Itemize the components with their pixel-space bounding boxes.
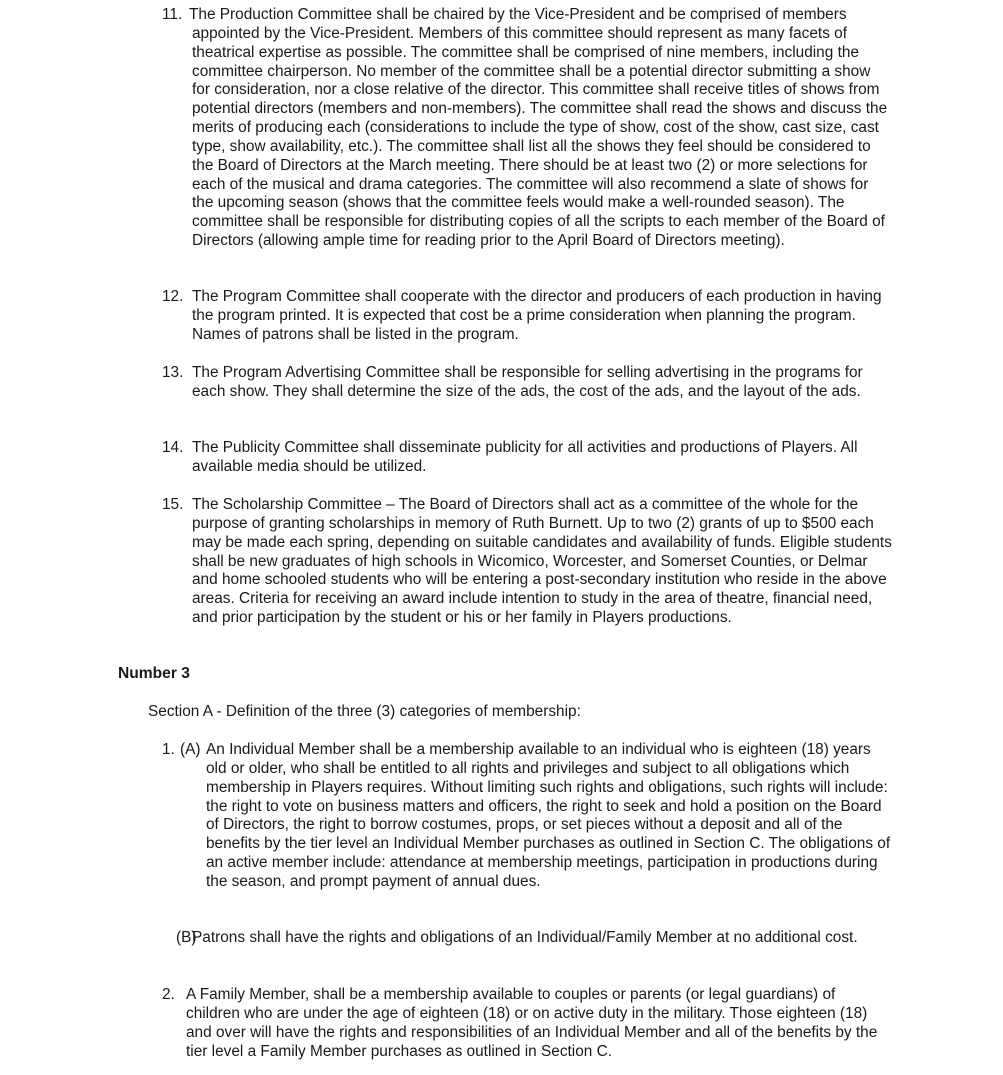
item-text: The Scholarship Committee – The Board of Directors shall act as a committee of the whole for the purpose of granting scholarships in memory of Ruth Burnett. Up to two (2) grants of up to $500 each may be made each spring, depending on suitable candidates and availability of funds. Eligible students shall be new graduates of high schools in Wicomico, Worcester, and Somerset Counties, or Delmar and home schooled students who will be entering a post-secondary institution who reside in the above areas. Criteria for receiving an award include intention to study in the area of theatre, financial need, and prior participation by the student or his or her family in Players productions. — [192, 496, 892, 627]
membership-item-1 — [162, 741, 892, 892]
section-a-title: Section A - Definition of the three (3) categories of membership: — [148, 703, 581, 720]
list-item-13 — [162, 364, 892, 402]
list-item-12 — [162, 288, 892, 345]
list-item-15 — [162, 496, 892, 628]
item-text: An Individual Member shall be a membership available to an individual who is eighteen (18) years old or older, who shall be entitled to all rights and privileges and subject to all obligations which membership in Players requires. Without limiting such rights and obligations, such rights will include: the right to vote on business matters and officers, the right to seek and hold a position on the Board of Directors, the right to borrow costumes, props, or set pieces without a deposit and all of the benefits by the tier level an Individual Member purchases as outlined in Section C. The obligations of an active member include: attendance at membership meetings, participation in productions during the season, and prompt payment of annual dues. — [206, 741, 891, 890]
item-number: 1. — [162, 741, 175, 758]
membership-item-1b — [176, 929, 892, 948]
item-text: The Program Committee shall cooperate with the director and producers of each production in having the program printed. It is expected that cost be a prime consideration when planning the program. Names of patrons shall be listed in the program. — [192, 288, 882, 343]
item-number: 12. — [162, 288, 184, 305]
item-text: The Publicity Committee shall disseminate publicity for all activities and productions of Players. All available media should be utilized. — [192, 439, 858, 475]
list-item-14 — [162, 439, 892, 477]
item-number: 15. — [162, 496, 184, 513]
item-text: A Family Member, shall be a membership available to couples or parents (or legal guardians) of children who are under the age of eighteen (18) or on active duty in the military. Those eighteen (18) and over will have the rights and responsibilities of an Individual Member and all of the benefits by the tier level a Family Member purchases as outlined in Section C. — [186, 986, 878, 1060]
item-number: 2. — [162, 986, 175, 1003]
item-number: 11. — [162, 6, 183, 23]
section-heading: Number 3 — [118, 665, 190, 682]
item-number: 14. — [162, 439, 184, 456]
item-text: Patrons shall have the rights and obligations of an Individual/Family Member at no additional cost. — [192, 929, 858, 946]
item-text: The Program Advertising Committee shall be responsible for selling advertising in the programs for each show. They shall determine the size of the ads, the cost of the ads, and the layout of the ads. — [192, 364, 863, 400]
item-text: The Production Committee shall be chaired by the Vice-President and be comprised of members appointed by the Vice-President. Members of this committee should represent as many facets of theatrical expertise as possible. The committee shall be comprised of nine members, including the committee chairperson. No member of the committee shall be a potential director submitting a show for consideration, nor a close relative of the director. This committee shall receive titles of shows from potential directors (members and non-members). The committee shall read the shows and discuss the merits of producing each (considerations to include the type of show, cost of the show, cast size, cast type, show availability, etc.). The committee shall list all the shows they feel should be considered to the Board of Directors at the March meeting. There should be at least two (2) or more selections for each of the musical and drama categories. The committee will also recommend a slate of shows for the upcoming season (shows that the committee feels would make a well-rounded season). The committee shall be responsible for distributing copies of all the scripts to each member of the Board of Directors (allowing ample time for reading prior to the April Board of Directors meeting). — [189, 6, 888, 250]
item-label: (B) — [176, 929, 197, 946]
list-item-11 — [162, 6, 892, 251]
membership-item-2 — [162, 986, 892, 1061]
item-label: (A) — [180, 741, 201, 758]
item-number: 13. — [162, 364, 184, 381]
